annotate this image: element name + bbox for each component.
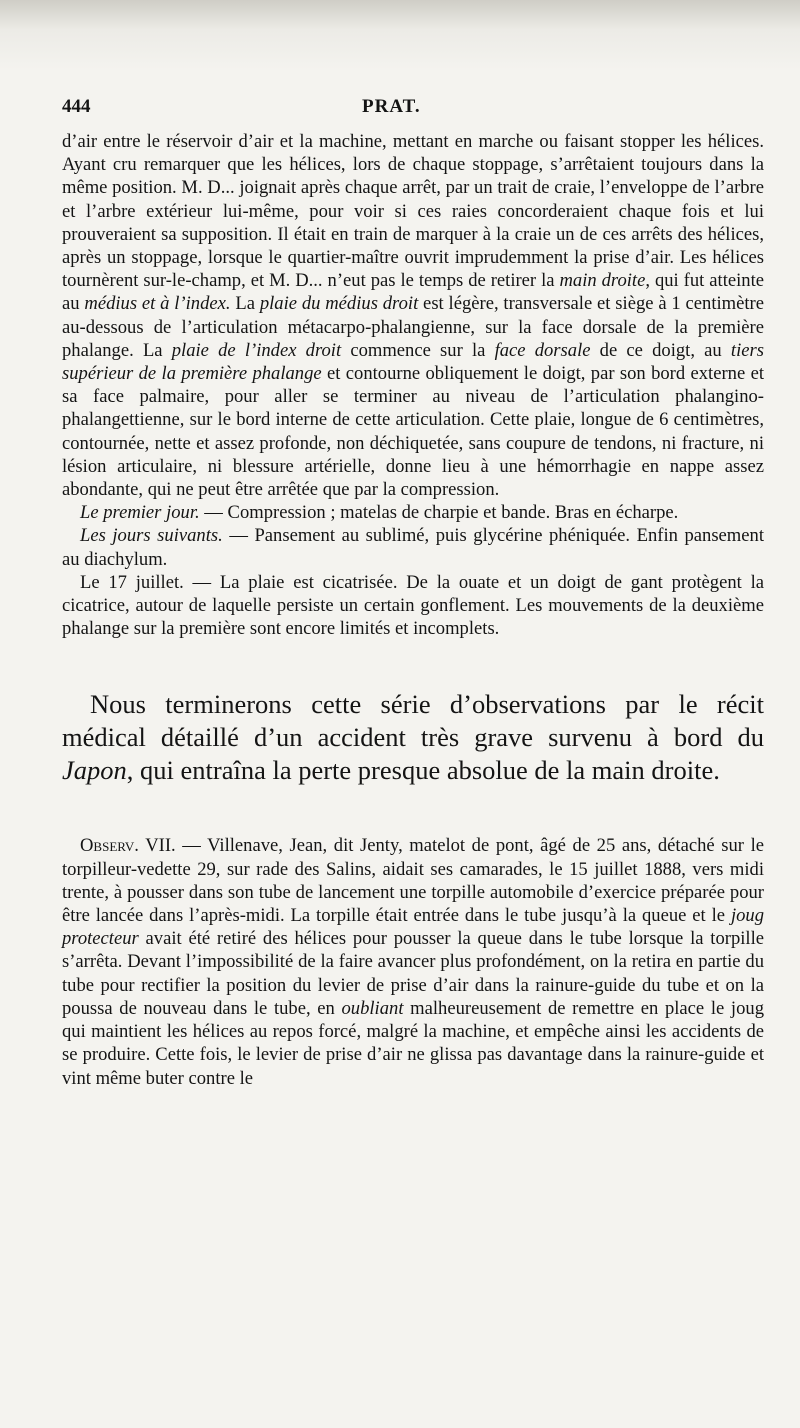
running-title: PRAT. bbox=[362, 96, 421, 117]
paragraph-july-17: Le 17 juillet. — La plaie est cicatrisée. De la ouate et un doigt de gant protègent la cicatrice, autour de laquelle persiste un certain gonflement. Les mouvements de la deuxième phalange sur la première sont encore limités et incomplets. bbox=[62, 571, 764, 640]
page-number: 444 bbox=[62, 96, 91, 117]
paragraph-transition: Nous terminerons cette série d’observations par le récit médical détaillé d’un accident très grave survenu à bord du Japon, qui entraîna la perte presque absolue de la main droite. bbox=[62, 689, 764, 786]
paragraph-case-description: d’air entre le réservoir d’air et la machine, mettant en marche ou faisant stopper les hélices. Ayant cru remarquer que les hélices, lors de chaque stoppage, s’arrêtaient toujours dans la même position. M. D... joignait après chaque arrêt, par un trait de craie, l’enveloppe de l’arbre et l’arbre extérieur lui-même, pour voir si ces raies concorderaient chaque fois et lui prouveraient sa supposition. Il était en train de marquer à la craie un de ces arrêts des hélices, après un stoppage, lorsque le quartier-maître ouvrit imprudemment la prise d’air. Les hélices tournèrent sur-le-champ, et M. D... n’eut pas le temps de retirer la main droite, qui fut atteinte au médius et à l’index. La plaie du médius droit est légère, transversale et siège à 1 centimètre au-dessous de l’articulation métacarpo-phalangienne, sur la face dorsale de la première phalange. La plaie de l’index droit commence sur la face dorsale de ce doigt, au tiers supérieur de la première phalange et contourne obliquement le doigt, par son bord externe et sa face palmaire, pour aller se terminer au niveau de l’articulation phalangino-phalangettienne, sur le bord interne de cette articulation. Cette plaie, longue de 6 centimètres, contournée, nette et assez profonde, non déchiquetée, sans coupure de tendons, ni fracture, ni lésion articulaire, ni blessure artérielle, donne lieu à une hémorrhagie en nappe assez abondante, qui ne peut être arrêtée que par la compression. bbox=[62, 131, 765, 501]
paragraph-first-day: Le premier jour. — Compression ; matelas de charpie et bande. Bras en écharpe. bbox=[80, 502, 679, 524]
page-header bbox=[62, 96, 764, 124]
paragraph-following-days: Les jours suivants. — Pansement au sublimé, puis glycérine phéniquée. Enfin pansement au diachylum. bbox=[62, 525, 764, 570]
paragraph-observation-vii: Observ. VII. — Villenave, Jean, dit Jenty, matelot de pont, âgé de 25 ans, détaché sur le torpilleur-vedette 29, sur rade des Salins, aidait ses camarades, le 15 juillet 1888, vers midi trente, à pousser dans son tube de lancement une torpille automobile d’exercice préparée pour être lancée dans l’après-midi. La torpille était entrée dans le tube jusqu’à la queue et le joug protecteur avait été retiré des hélices pour pousser la queue dans le tube lorsque la torpille s’arrêta. Devant l’impossibilité de la faire avancer plus profondément, on la retira en partie du tube pour rectifier la position du levier de prise d’air dans la rainure-guide du tube et on la poussa de nouveau dans le tube, en oubliant malheureusement de remettre en place le joug qui maintient les hélices au repos forcé, malgré la machine, et empêche ainsi les accidents de se produire. Cette fois, le levier de prise d’air ne glissa pas davantage dans la rainure-guide et vint même buter contre le bbox=[62, 835, 764, 1089]
